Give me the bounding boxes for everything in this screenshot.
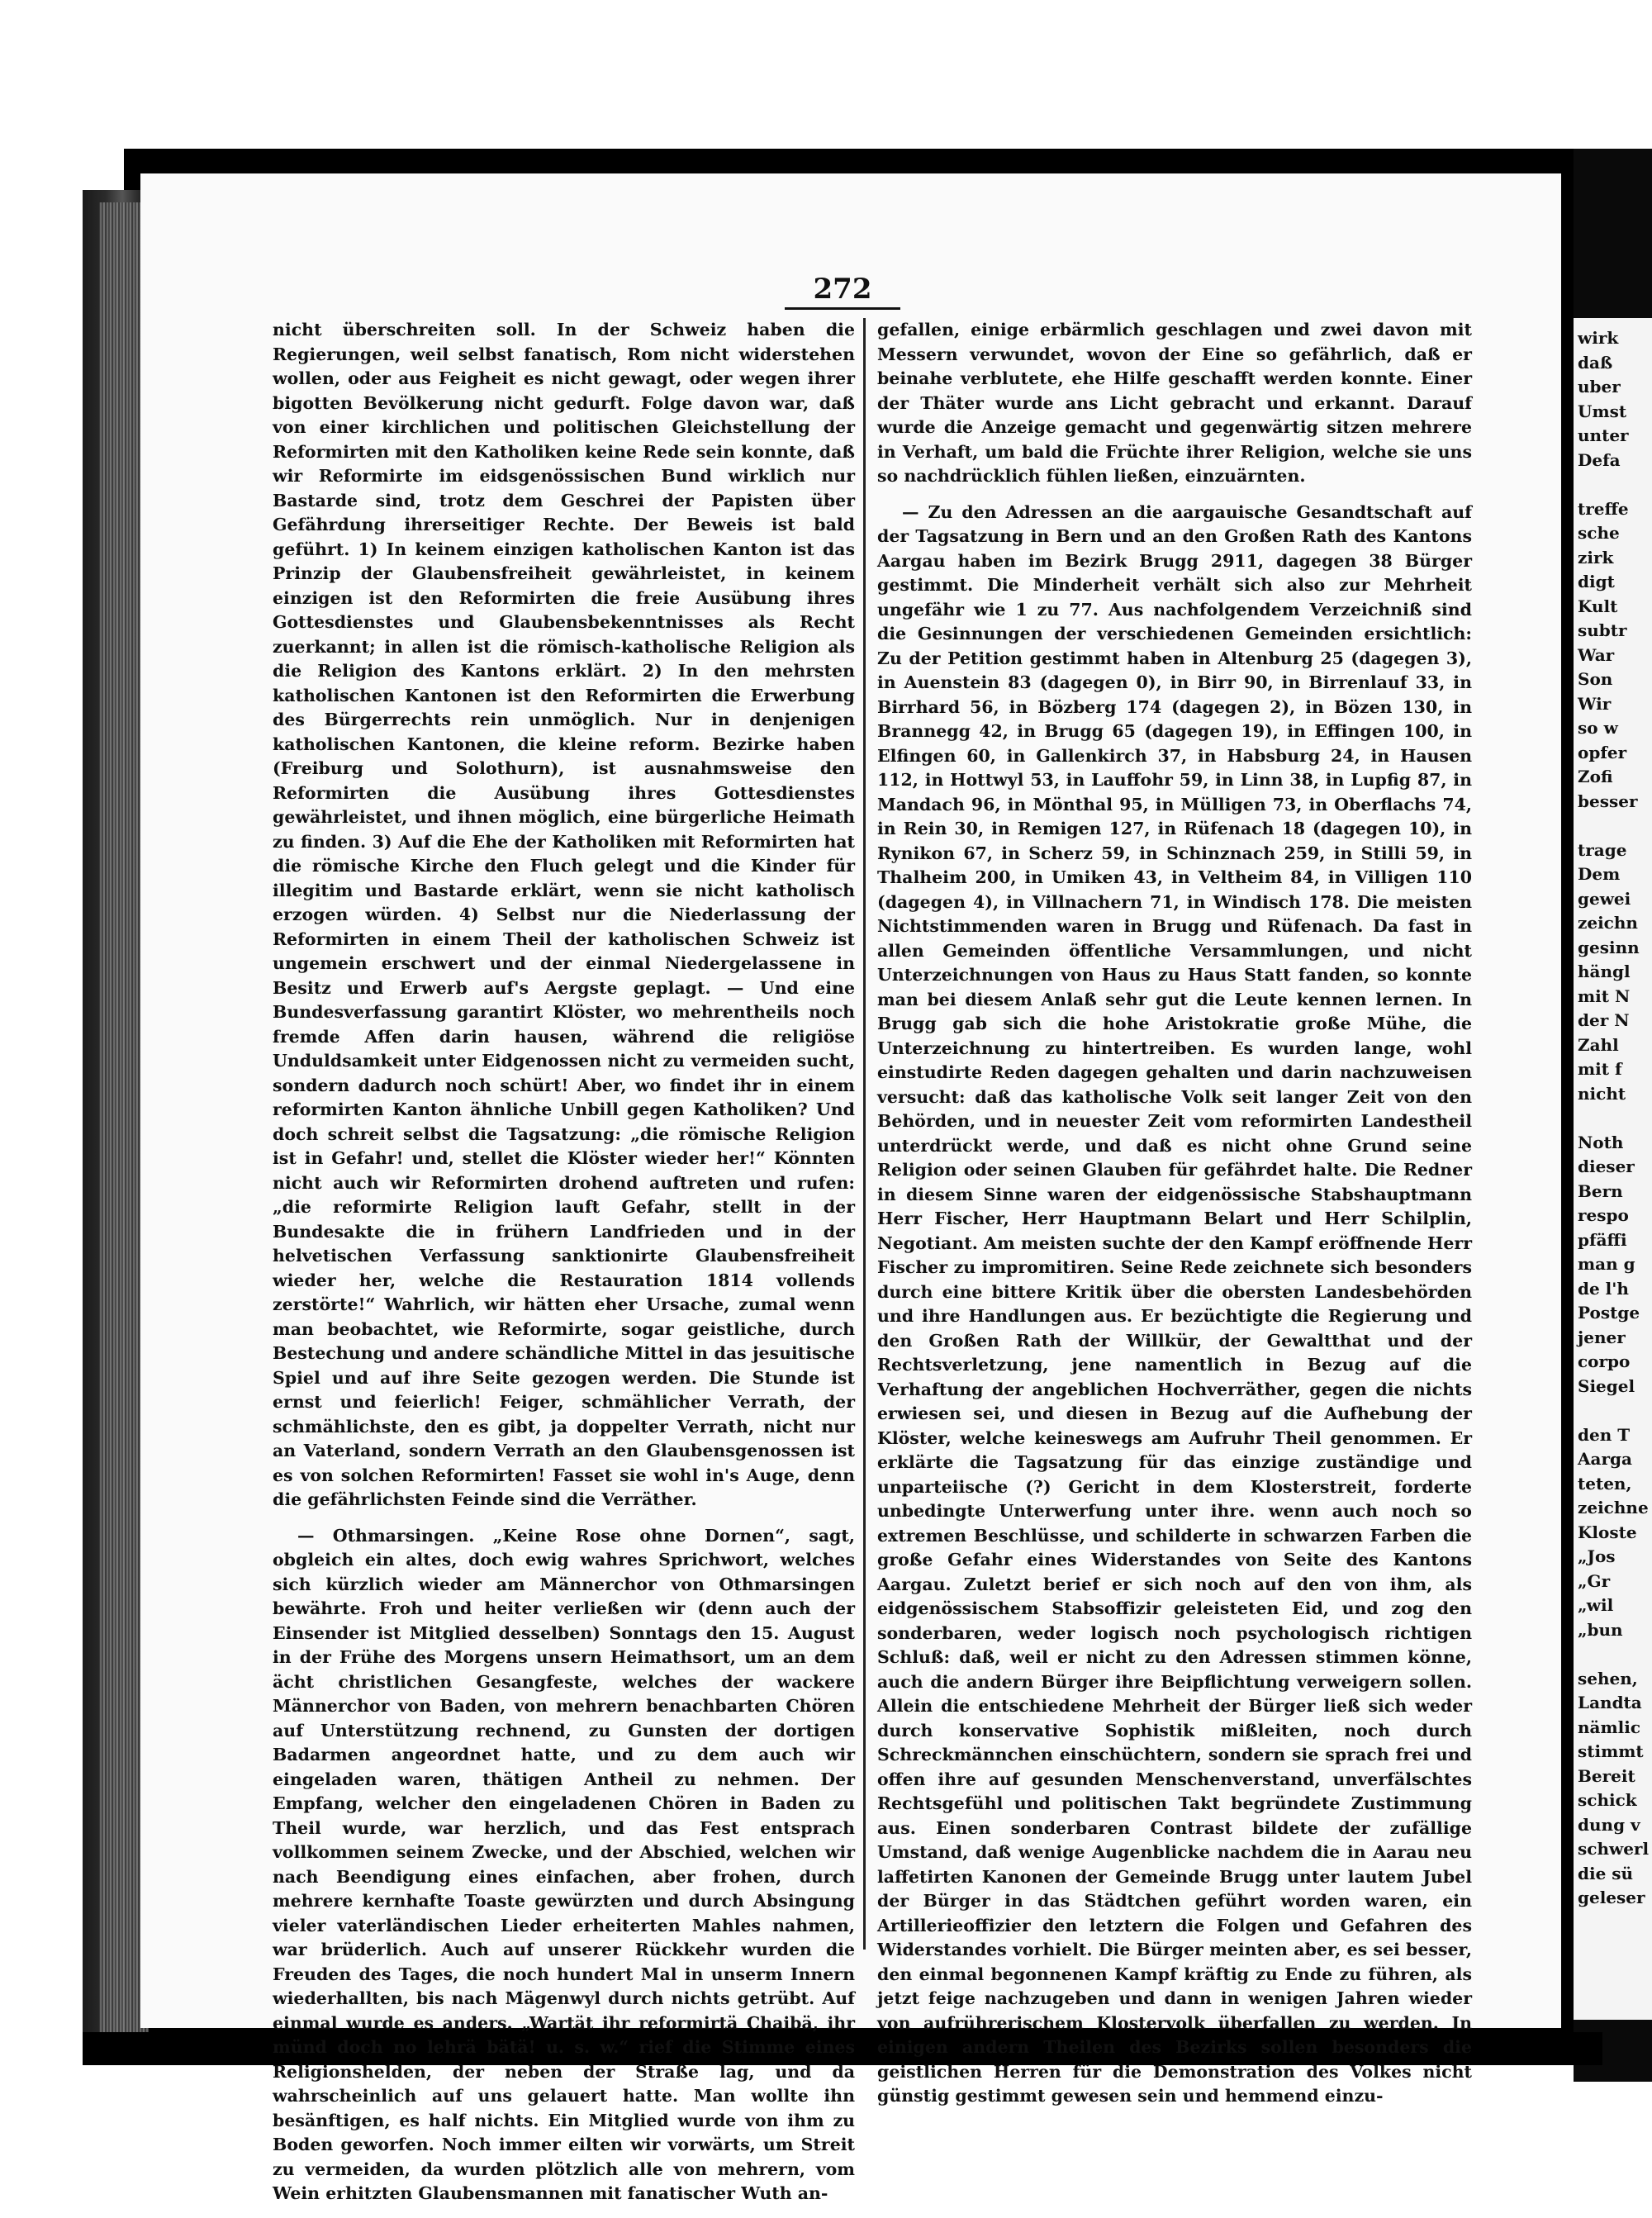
scan-background-top (0, 0, 1652, 153)
adjacent-page-fragment: besser (1578, 791, 1638, 811)
adjacent-page-fragment: pfäffi (1578, 1229, 1627, 1250)
adjacent-page-fragment: teten, (1578, 1473, 1632, 1494)
adjacent-page-fragment: den T (1578, 1424, 1631, 1445)
paragraph-reformed-rights: nicht überschreiten soll. In der Schweiz haben die Regierungen, weil selbst fanatisch, Rom nicht widerstehen wollen, oder aus Feigheit es nicht gewagt, oder wegen ihrer bigotten Bevölkerung nicht gedurft. Folge davon war, daß von einer kirchlichen und politischen Gleichstellung der Reformirten mit den Katholiken keine Rede sein konnte, daß wir Reformirte im eidsgenössischen Bund wirklich nur Bastarde sind, trotz dem Geschrei der Papisten über Gefährdung ihrerseitiger Rechte. Der Beweis ist bald geführt. 1) In keinem einzigen katholischen Kanton ist das Prinzip der Glaubensfreiheit gewährleistet, in keinem einzigen ist den Reformirten die freie Ausübung ihres Gottesdienstes und Glaubensbekenntnisses als Recht zuerkannt; in allen ist die römisch-katholische Religion als die Religion des Kantons erklärt. 2) In den mehrsten katholischen Kantonen ist den Reformirten die Erwerbung des Bürgerrechts rein unmöglich. Nur in denjenigen katholischen Kantonen, die kleine reform. Bezirke haben (Freiburg und Solothurn), ist ausnahmsweise den Reformirten die Ausübung ihres Gottesdienstes gewährleistet, und ihnen möglich, eine bürgerliche Heimath zu finden. 3) Auf die Ehe der Katholiken mit Reformirten hat die römische Kirche den Fluch gelegt und die Kinder für illegitim und Bastarde erklärt, wenn sie nicht katholisch erzogen würden. 4) Selbst nur die Niederlassung der Reformirten in einem Theil der katholischen Schweiz ist ungemein erschwert und der einmal Niedergelassene in Besitz und Erwerb auf's Aergste geplagt. — Und eine Bundesverfassung garantirt Klöster, wo mehrentheils noch fremde Affen darin hausen, während die religiöse Unduldsamkeit unter Eidgenossen nicht zu vermeiden sucht, sondern dadurch noch schürt! Aber, wo findet ihr in einem reformirten Kanton ähnliche Unbill gegen Katholiken? Und doch schreit selbst die Tagsatzung: „die römische Religion ist in Gefahr! und, stellet die Klöster wieder her!“ Könnten nicht auch wir Reformirten drohend auftreten und rufen: „die reformirte Religion lauft Gefahr, stellt in der Bundesakte die in frühern Landfrieden und in der helvetischen Verfassung sanktionirte Glaubensfreiheit wieder her, welche die Restauration 1814 vollends zerstörte!“ Wahrlich, wir hätten eher Ursache, zumal wenn man beobachtet, wie Reformirte, sogar geistliche, durch Bestechung und andere schändliche Mittel in das jesuitische Spiel und auf ihre Seite gezogen werden. Die Stunde ist ernst und feierlich! Feiger, schmählicher Verrath, der schmählichste, den es gibt, ja doppelter Verrath, nicht nur an Vaterland, sondern Verrath an den Glaubensgenossen ist es von solchen Reformirten! Fasset sie wohl in's Auge, denn die gefährlichsten Feinde sind die Verräther. (273, 320, 855, 1509)
adjacent-page-fragment (1578, 1106, 1652, 1131)
adjacent-page-fragment: hängl (1578, 962, 1631, 981)
adjacent-page-fragment: jener (1578, 1327, 1626, 1347)
adjacent-page-fragment: opfer (1578, 742, 1627, 762)
adjacent-page-fragment: Aarga (1578, 1449, 1632, 1469)
adjacent-page-fragment: zirk (1578, 547, 1614, 568)
adjacent-page-fragment: gesinn (1578, 937, 1640, 957)
page-number: 272 (785, 273, 900, 310)
adjacent-page-fragment: schick (1578, 1790, 1637, 1810)
paragraph-othmarsingen: — Othmarsingen. „Keine Rose ohne Dornen“, sagt, obgleich ein altes, doch ewig wahres Sprichwort, welches sich kürzlich wieder am Männerchor von Othmarsingen bewährte. Froh und heiter verließen wir (denn auch der Einsender ist Mitglied desselben) Sonntags den 15. August in der Frühe des Morgens unsern Heimathsort, um an dem ächt christlichen Gesangfeste, welches der wackere Männerchor von Baden, von mehrern benachbarten Chören auf Unterstützung rechnend, zu Gunsten der dortigen Badarmen angeordnet hatte, und zu dem auch wir eingeladen waren, thätigen Antheil zu nehmen. Der Empfang, welcher den eingeladenen Chören in Baden zu Theil wurde, war herzlich, und das Fest entsprach vollkommen seinem Zwecke, und der Abschied, welchen wir nach Beendigung eines einfachen, aber frohen, durch mehrere kernhafte Toaste gewürzten und durch Absingung vieler vaterländischen Lieder erheiterten Mahles nahmen, war brüderlich. Auch auf unserer Rückkehr wurden die Freuden des Tages, die noch hundert Mal in unserm Innern wiederhallten, bis nach Mägenwyl durch nichts getrübt. Auf einmal wurde es anders. „Wartät ihr reformirtä Chaibä, ihr münd doch no lehrä bätä! u. s. w.“ rief die Stimme eines Religionshelden, der neben der Straße lag, und da wahrscheinlich auf uns gelauert hatte. Man wollte ihn besänftigen, es half nichts. Ein Mitglied wurde von ihm zu Boden geworfen. Noch immer eilten wir vorwärts, um Streit zu vermeiden, da wurden plötzlich alle von mehrern, vom Wein erhitzten Glaubensmannen mit fanatischer Wuth an- (273, 1525, 855, 2203)
adjacent-page-fragment: „bun (1578, 1619, 1623, 1640)
adjacent-page-fragment (1578, 473, 1652, 497)
adjacent-page-fragment: sehen, (1578, 1668, 1638, 1688)
adjacent-page-fragment: Son (1578, 669, 1613, 689)
adjacent-page-fragment: stimmt (1578, 1741, 1644, 1761)
adjacent-page-fragment: nämlic (1578, 1717, 1641, 1737)
adjacent-page-fragment: „Jos (1578, 1546, 1616, 1566)
adjacent-page-fragment: de l'h (1578, 1278, 1629, 1299)
column-divider (863, 318, 866, 1950)
adjacent-page-fragment: die sü (1578, 1863, 1634, 1883)
adjacent-page-fragment: zeichne (1578, 1498, 1649, 1517)
adjacent-page-fragment (1578, 1399, 1652, 1423)
adjacent-page-fragment: nicht (1578, 1083, 1626, 1104)
adjacent-page-fragment: Dem (1578, 864, 1621, 884)
adjacent-page-fragment: schwerl (1578, 1839, 1650, 1859)
adjacent-page-fragment: „wil (1578, 1595, 1614, 1615)
adjacent-page-fragment: so w (1578, 718, 1618, 738)
adjacent-page-fragment: Bereit (1578, 1765, 1635, 1786)
adjacent-page-fragment: treffe (1578, 498, 1629, 519)
adjacent-page-fragment: wirk (1578, 328, 1619, 348)
adjacent-page-fragment: „Gr (1578, 1570, 1611, 1591)
adjacent-page-fragment: unter (1578, 425, 1629, 445)
adjacent-page-fragment: Zahl (1578, 1034, 1619, 1055)
adjacent-page-fragment: Wir (1578, 693, 1612, 714)
adjacent-page-fragment: Landta (1578, 1693, 1642, 1712)
scan-background-left (0, 99, 83, 2181)
adjacent-page-fragment: corpo (1578, 1351, 1631, 1371)
adjacent-page-fragment: War (1578, 644, 1615, 665)
adjacent-page-fragment: Zofi (1578, 767, 1613, 786)
adjacent-page-fragment: Defa (1578, 449, 1621, 470)
right-column (877, 318, 1472, 2121)
adjacent-page-fragment: Kult (1578, 596, 1618, 616)
adjacent-page-fragment: Umst (1578, 401, 1627, 421)
adjacent-page-fragment: digt (1578, 572, 1615, 591)
adjacent-page-fragment: geleser (1578, 1888, 1645, 1907)
adjacent-page-fragment: der N (1578, 1010, 1630, 1030)
adjacent-page-fragment: dung v (1578, 1814, 1640, 1835)
adjacent-page-fragment: mit f (1578, 1059, 1622, 1079)
adjacent-page-fragment (1578, 814, 1652, 838)
adjacent-page-fragment (1578, 1642, 1652, 1667)
adjacent-page-fragment: Noth (1578, 1132, 1624, 1152)
adjacent-page-fragment: dieser (1578, 1156, 1635, 1176)
paragraph-brugg-petition: — Zu den Adressen an die aargauische Gesandtschaft auf der Tagsatzung in Bern und an den Großen Rath des Kantons Aargau haben im Bezirk Brugg 2911, dagegen 38 Bürger gestimmt. Die Minderheit verhält sich also zur Mehrheit ungefähr wie 1 zu 77. Aus nachfolgendem Verzeichniß sind die Gesinnungen der verschiedenen Gemeinden ersichtlich: Zu der Petition gestimmt haben in Altenburg 25 (dagegen 3), in Auenstein 83 (dagegen 0), in Birr 90, in Birrenlauf 33, in Birrhard 56, in Bözberg 174 (dagegen 2), in Bözen 130, in Brannegg 42, in Brugg 65 (dagegen 19), in Effingen 100, in Elfingen 60, in Gallenkirch 37, in Habsburg 24, in Hausen 112, in Hottwyl 53, in Lauffohr 59, in Linn 38, in Lupfig 87, in Mandach 96, in Mönthal 95, in Mülligen 73, in Oberflachs 74, in Rein 30, in Remigen 127, in Rüfenach 18 (dagegen 10), in Rynikon 67, in Scherz 59, in Schinznach 259, in Stilli 59, in Thalheim 200, in Umiken 43, in Veltheim 84, in Villigen 110 (dagegen 4), in Villnachern 71, in Windisch 178. Die meisten Nichtstimmenden waren in Brugg und Rüfenach. Da fast in allen Gemeinden öffentliche Versammlungen, und nicht Unterzeichnungen von Haus zu Haus Statt fanden, so konnte man bei diesem Anlaß sehr gut die Leute kennen lernen. In Brugg gab sich die hohe Aristokratie große Mühe, die Unterzeichnung zu hintertreiben. Es wurden lange, wohl einstudirte Reden dagegen gehalten und darin nachzuweisen versucht: daß das katholische Volk seit langer Zeit von den Behörden, und in neuester Zeit vom reformirten Landestheil unterdrückt werde, und daß es nicht ohne Grund seine Religion oder seinen Glauben für gefährdet halte. Die Redner in diesem Sinne waren der eidgenössische Stabshauptmann Herr Fischer, Herr Hauptmann Belart und Herr Schilplin, Negotiant. Am meisten suchte der den Kampf eröffnende Herr Fischer zu impromitiren. Seine Rede zeichnete sich besonders durch eine bittere Kritik über die obersten Landesbehörden und ihre Handlungen aus. Er bezüchtigte die Regierung und den Großen Rath der Willkür, der Gewaltthat und der Rechtsverletzung, jene namentlich in Bezug auf die Verhaftung der angeblichen Hochverräther, gegen die nichts erwiesen sei, und diesen in Bezug auf die Aufhebung der Klöster, welche keineswegs am Aufruhr Theil genommen. Er erklärte die Tagsatzung für das einzige zuständige und unparteiische (?) Gericht in dem Klosterstreit, forderte unbedingte Unterwerfung unter ihre. wenn auch noch so extremen Beschlüsse, und schilderte in schwarzen Farben die große Gefahr eines Widerstandes von Seite des Kantons Aargau. Zuletzt berief er sich noch auf den von ihm, als eidgenössischem Stabsoffizir geleisteten Eid, und zog den sonderbaren, weder logisch noch psychologisch richtigen Schluß: daß, weil er nicht zu den Adressen stimmen könne, auch die andern Bürger ihre Beipflichtung verweigern sollen. Allein die entschiedene Mehrheit der Bürger ließ sich weder durch konservative Sophistik mißleiten, noch durch Schreckmännchen einschüchtern, sondern sie sprach frei und offen ihre auf gesunden Menschenverstand, unverfälschtes Rechtsgefühl und politischen Takt begründete Zustimmung aus. Einen sonderbaren Contrast bildete der zufällige Umstand, daß wenige Augenblicke nachdem die in Aarau neu laffetirten Kanonen der Gemeinde Brugg unter lautem Jubel der Bürger in das Städtchen geführt worden waren, ein Artillerieoffizier den letztern die Folgen und Gefahren des Widerstandes vorhielt. Die Bürger meinten aber, es sei besser, den einmal begonnenen Kampf kräftig zu Ende zu führen, als jetzt feige nachzugeben und dann in wenigen Jahren wieder von aufrührerischem Klostervolk überfallen zu werden. In einigen andern Theilen des Bezirks sollen besonders die geistlichen Herren für die Demonstration des Volkes nicht günstig gestimmt gewesen sein und hemmend einzu- (877, 501, 1472, 2106)
adjacent-page-fragment: respo (1578, 1205, 1629, 1225)
adjacent-page-fragment: uber (1578, 377, 1621, 397)
adjacent-page-fragment: mit N (1578, 986, 1631, 1006)
adjacent-page-fragment: sche (1578, 523, 1620, 543)
adjacent-page-fragment: daß (1578, 352, 1613, 373)
adjacent-page-fragment: gewei (1578, 888, 1631, 909)
adjacent-page-fragment: Kloste (1578, 1522, 1637, 1542)
adjacent-page-fragment: subtr (1578, 620, 1627, 640)
adjacent-page-fragment: trage (1578, 839, 1627, 860)
adjacent-page-fragment: zeichn (1578, 913, 1638, 933)
adjacent-page-fragment: Postge (1578, 1303, 1640, 1323)
adjacent-page-fragment: man g (1578, 1254, 1635, 1274)
adjacent-page-text-fragments (1578, 326, 1652, 1911)
adjacent-page-fragment: Bern (1578, 1180, 1623, 1201)
paragraph-attack-continued: gefallen, einige erbärmlich geschlagen und zwei davon mit Messern verwundet, wovon der Eine so gefährlich, daß er beinahe verblutete, ehe Hilfe geschafft werden konnte. Einer der Thäter wurde ans Licht gebracht und erkannt. Darauf wurde die Anzeige gemacht und gegenwärtig sitzen mehrere in Verhaft, um bald die Früchte ihrer Religion, welche sie uns so nachdrücklich fühlen ließen, einzuärnten. (877, 320, 1472, 486)
left-column (273, 318, 855, 2218)
adjacent-page-fragment: Siegel (1578, 1375, 1635, 1396)
